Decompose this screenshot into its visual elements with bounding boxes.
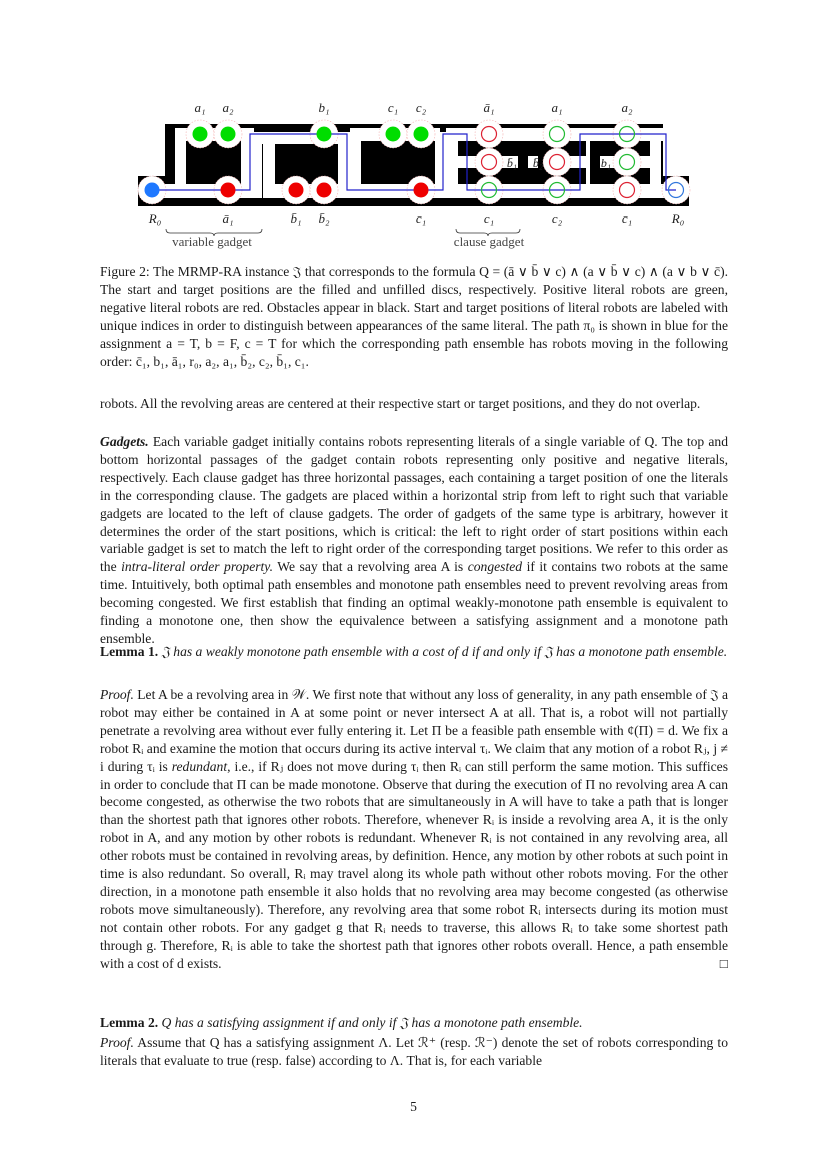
caption-label: Figure 2: (100, 264, 150, 279)
label-top-6: a₁ (551, 100, 563, 115)
paragraph-text: robots. All the revolving areas are centered at their respective start or target positions, and they do not overlap. (100, 396, 701, 411)
proof-1 (100, 686, 728, 973)
label-side-2: b₁ (600, 156, 612, 170)
qed-symbol: □ (719, 955, 728, 971)
gadgets-text-a: Each variable gadget initially contains robots representing literals of a single variable of Q. The top and bottom horizontal passages of the gadget contain robots representing only positive and negative literals, respectively. Each clause gadget has three horizontal passages, each containing a target position of one the literals in the corresponding clause. The gadgets are placed within a horizontal strip from left to right such that variable gadgets are located to the left of clause gadgets. The order of gadgets of the same type is arbitrary, however it determines the order of the start positions, which is critical: the left to right order of start positions within each variable gadget is set to match the left to right order of the corresponding target positions. We refer to this order as the (100, 434, 728, 575)
lemma-1-heading: Lemma 1. (100, 644, 159, 659)
label-top-1: a₂ (222, 100, 234, 115)
proof-1-text-b: , i.e., if Rⱼ does not move during τᵢ then Rᵢ can still perform the same motion. This suffices in order to conclude that Π can be made monotone. Observe that during the execution of Π no revolving area A can become congested, as otherwise the two robots that are simultaneously in A will have to take a path that is longer than the shortest path that ignores other robots. Therefore, whenever Rᵢ is inside a revolving area A, it is the only robot in A, and any motion by other robots is redundant. Whenever Rᵢ is not contained in any revolving area, all other robots must be contained in revolving areas, by definition. Hence, any motion by other robots at such point in time is also redundant. So overall, Rᵢ may travel along its whole path without other robots moving. For the other direction, in a monotone path ensemble it also holds that no revolving area may become congested (as otherwise robots move simultaneously). Therefore, any revolving area that some robot Rᵢ intersects during its motion must not contain other robots. For any gadget g that Rᵢ needs to traverse, this allows Rᵢ to take some shortest path through g. Therefore, Rᵢ is able to take the shortest path that ignores other robots overall. Hence, a path ensemble with a cost of d exists. (100, 758, 728, 971)
robot-a1-start (193, 127, 208, 142)
robot-notb1-start (289, 183, 304, 198)
caption-text: The MRMP-RA instance 𝔍 that corresponds to the formula Q = (ā ∨ b̄ ∨ c) ∧ (a ∨ b̄ ∨ c) ∧ (a ∨ b ∨ c̄). The start and target positions are the filled and unfilled discs, respectively. Positive literal robots are green, negative literal robots are red. Obstacles appear in black. Start and target positions of literal robots are labeled with unique indices in order to distinguish between appearances of the same literal. The path π₀ is shown in blue for the assignment a = T, b = F, c = T for which the corresponding path ensemble has robots moving in the following order: c̄₁, b₁, ā₁, r₀, a₂, a₁, b̄₂, c₂, b̄₁, c₁. (100, 264, 728, 369)
label-top-3: c₁ (387, 100, 399, 115)
robot-notc1-start (414, 183, 429, 198)
figure-2-mrmp-instance (130, 90, 710, 260)
term-intra-literal: intra-literal order property. (121, 559, 273, 575)
gadgets-text-c: if it contains two robots at the same time. Intuitively, both optimal path ensembles and monotone path ensembles need to prevent revolving areas from becoming congested. We first establish that finding an optimal weakly-monotone path ensemble is equivalent to finding a monotone one, then show the equivalence between a satisfying assignment and a monotone path ensemble. (100, 559, 728, 646)
term-congested: congested (467, 559, 523, 575)
term-redundant: redundant (171, 758, 228, 774)
label-top-2: b₁ (318, 100, 330, 115)
page-number: 5 (410, 1099, 417, 1114)
gadgets-text-b: We say that a revolving area A is (273, 559, 468, 575)
label-side-0: b̄₁ (506, 156, 518, 170)
label-bottom-6: c₂ (551, 211, 563, 226)
proof-2-heading: Proof. (100, 1035, 134, 1050)
label-bottom-7: c̄₁ (621, 211, 633, 226)
paragraph-revolving (100, 395, 728, 413)
robot-notb2-start (317, 183, 332, 198)
proof-1-heading: Proof. (100, 687, 134, 702)
robot-b1-start (317, 127, 332, 142)
label-top-0: a₁ (194, 100, 206, 115)
proof-2-text: Assume that Q has a satisfying assignment Λ. Let ℛ⁺ (resp. ℛ⁻) denote the set of robots corresponding to literals that evaluate to true (resp. false) according to Λ. That is, for each variable (100, 1035, 728, 1068)
lemma-2-statement: Q has a satisfying assignment if and only if 𝔍 has a monotone path ensemble. (158, 1015, 583, 1030)
lemma-1 (100, 643, 728, 661)
gadgets-heading: Gadgets. (100, 434, 149, 449)
robot-a2-start (221, 127, 236, 142)
robot-c2-start (414, 127, 429, 142)
proof-1-text-a: Let A be a revolving area in 𝒲. We first note that without any loss of generality, in any path ensemble of 𝔍 a robot may either be contained in A at some point or never intersect A at all. That is, a robot will not partially penetrate a revolving area without ever fully entering it. Let Π be a feasible path ensemble with ¢(Π) = d. We fix a robot Rᵢ and examine the motion that occurs during its active interval τᵢ. We claim that any motion of a robot Rⱼ, j ≠ i during τᵢ is (100, 687, 729, 774)
label-bottom-3: b̄₂ (318, 211, 330, 226)
paragraph-gadgets (100, 433, 728, 648)
lemma-2-heading: Lemma 2. (100, 1015, 159, 1030)
label-top-4: c₂ (415, 100, 427, 115)
variable-gadget-label: variable gadget (172, 234, 252, 249)
label-bottom-2: b̄₁ (290, 211, 302, 226)
label-top-7: a₂ (621, 100, 633, 115)
robot-c1-start (386, 127, 401, 142)
label-top-5: ā₁ (483, 100, 495, 115)
clause-gadget-label: clause gadget (453, 234, 525, 249)
figure-caption (100, 263, 728, 370)
label-bottom-1: ā₁ (222, 211, 234, 226)
proof-2 (100, 1034, 728, 1070)
label-bottom-5: c₁ (483, 211, 495, 226)
lemma-2 (100, 1014, 728, 1032)
label-bottom-8: R₀ (671, 211, 685, 226)
lemma-1-statement: 𝔍 has a weakly monotone path ensemble with a cost of d if and only if 𝔍 has a monotone path ensemble. (158, 644, 728, 659)
label-side-1: b̄₂ (532, 156, 544, 170)
robot-nota1-start (221, 183, 236, 198)
label-bottom-0: R₀ (148, 211, 162, 226)
robot-r0-start (145, 183, 160, 198)
label-bottom-4: c̄₁ (415, 211, 427, 226)
